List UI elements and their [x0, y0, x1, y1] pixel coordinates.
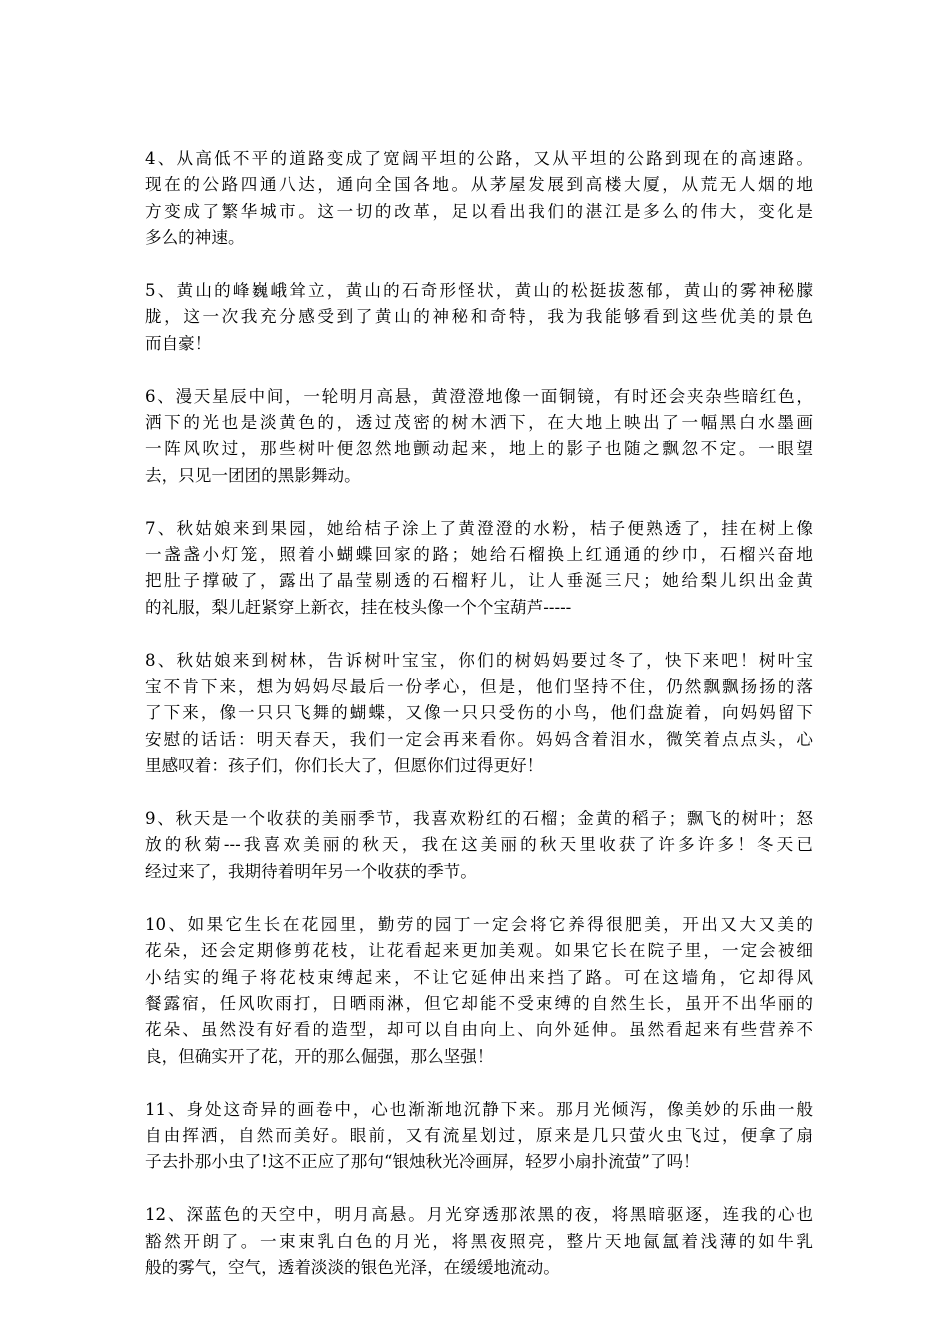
text-line: 了下来，像一只只飞舞的蝴蝶，又像一只只受伤的小鸟，他们盘旋着，向妈妈留下 — [145, 703, 813, 723]
text-line: 良，但确实开了花，开的那么倔强，那么坚强！ — [145, 1046, 494, 1066]
text-line: 9、秋天是一个收获的美丽季节，我喜欢粉红的石榴；金黄的稻子；飘飞的树叶；怒 — [145, 809, 813, 829]
text-line: 经过来了，我期待着明年另一个收获的季节。 — [145, 861, 477, 881]
text-line: 4、从高低不平的道路变成了宽阔平坦的公路，又从平坦的公路到现在的高速路。 — [145, 149, 813, 168]
text-line: 子去扑那小虫了!这不正应了那句“银烛秋光冷画屏，轻罗小扇扑流萤”了吗！ — [145, 1152, 700, 1172]
paragraph-12 — [145, 1202, 813, 1281]
text-line: 一阵风吹过，那些树叶便忽然地颤动起来，地上的影子也随之飘忽不定。一眼望 — [145, 439, 813, 459]
text-line: 去，只见一团团的黑影舞动。 — [145, 465, 361, 485]
text-line: 而自豪！ — [145, 333, 212, 353]
paragraph-10 — [145, 912, 813, 1070]
text-line: 般的雾气，空气，透着淡淡的银色光泽，在缓缓地流动。 — [145, 1257, 560, 1277]
text-line: 8、秋姑娘来到树林，告诉树叶宝宝，你们的树妈妈要过冬了，快下来吧！树叶宝 — [145, 650, 813, 670]
text-line: 6、漫天星辰中间，一轮明月高悬，黄澄澄地像一面铜镜，有时还会夹杂些暗红色， — [145, 386, 813, 406]
paragraph-5 — [145, 278, 813, 357]
paragraph-6 — [145, 384, 813, 490]
text-line: 多么的神速。 — [145, 228, 245, 248]
text-line: 自由挥洒，自然而美好。眼前，又有流星划过，原来是几只萤火虫飞过，便拿了扇 — [145, 1125, 813, 1145]
text-line: 宝不肯下来，想为妈妈尽最后一份孝心，但是，他们坚持不住，仍然飘飘扬扬的落 — [145, 677, 813, 697]
paragraph-7 — [145, 516, 813, 622]
text-line: 方变成了繁华城市。这一切的改革，足以看出我们的湛江是多么的伟大，变化是 — [145, 201, 813, 221]
text-line: 12、深蓝色的天空中，明月高悬。月光穿透那浓黑的夜，将黑暗驱逐，连我的心也 — [145, 1205, 813, 1225]
text-line: 洒下的光也是淡黄色的，透过茂密的树木洒下，在大地上映出了一幅黑白水墨画 — [145, 413, 813, 433]
text-line: 7、秋姑娘来到果园，她给桔子涂上了黄澄澄的水粉，桔子便熟透了，挂在树上像 — [145, 518, 813, 538]
paragraph-11 — [145, 1097, 813, 1176]
text-line: 5、黄山的峰巍峨耸立，黄山的石奇形怪状，黄山的松挺拔葱郁，黄山的雾神秘朦 — [145, 281, 813, 301]
text-line: 10、如果它生长在花园里，勤劳的园丁一定会将它养得很肥美，开出又大又美的 — [145, 914, 813, 934]
text-line: 11、身处这奇异的画卷中，心也渐渐地沉静下来。那月光倾泻，像美妙的乐曲一般 — [145, 1099, 813, 1119]
text-line: 安慰的话话：明天春天，我们一定会再来看你。妈妈含着泪水，微笑着点点头，心 — [145, 729, 813, 749]
text-line: 小结实的绳子将花枝束缚起来，不让它延伸出来挡了路。可在这墙角，它却得风 — [145, 967, 813, 987]
paragraph-4 — [145, 146, 813, 252]
text-line: 花朵，还会定期修剪花枝，让花看起来更加美观。如果它长在院子里，一定会被细 — [145, 941, 813, 961]
text-line: 把肚子撑破了，露出了晶莹剔透的石榴籽儿，让人垂涎三尺；她给梨儿织出金黄 — [145, 571, 813, 591]
text-line: 花朵、虽然没有好看的造型，却可以自由向上、向外延伸。虽然看起来有些营养不 — [145, 1020, 813, 1040]
text-line: 放的秋菊---我喜欢美丽的秋天，我在这美丽的秋天里收获了许多许多！冬天已 — [145, 835, 813, 855]
text-line: 现在的公路四通八达，通向全国各地。从茅屋发展到高楼大厦，从荒无人烟的地 — [145, 175, 813, 195]
text-line: 里感叹着：孩子们，你们长大了，但愿你们过得更好！ — [145, 756, 544, 776]
text-line: 胧，这一次我充分感受到了黄山的神秘和奇特，我为我能够看到这些优美的景色 — [145, 307, 813, 327]
text-line: 豁然开朗了。一束束乳白色的月光，将黑夜照亮，整片天地氤氲着浅薄的如牛乳 — [145, 1231, 813, 1251]
paragraph-8 — [145, 648, 813, 780]
document-body — [145, 146, 813, 1308]
text-line: 餐露宿，任风吹雨打，日晒雨淋，但它却能不受束缚的自然生长，虽开不出华丽的 — [145, 993, 813, 1013]
paragraph-9 — [145, 806, 813, 885]
text-line: 的礼服，梨儿赶紧穿上新衣，挂在枝头像一个个宝葫芦----- — [145, 597, 572, 617]
text-line: 一盏盏小灯笼，照着小蝴蝶回家的路；她给石榴换上红通通的纱巾，石榴兴奋地 — [145, 545, 813, 565]
